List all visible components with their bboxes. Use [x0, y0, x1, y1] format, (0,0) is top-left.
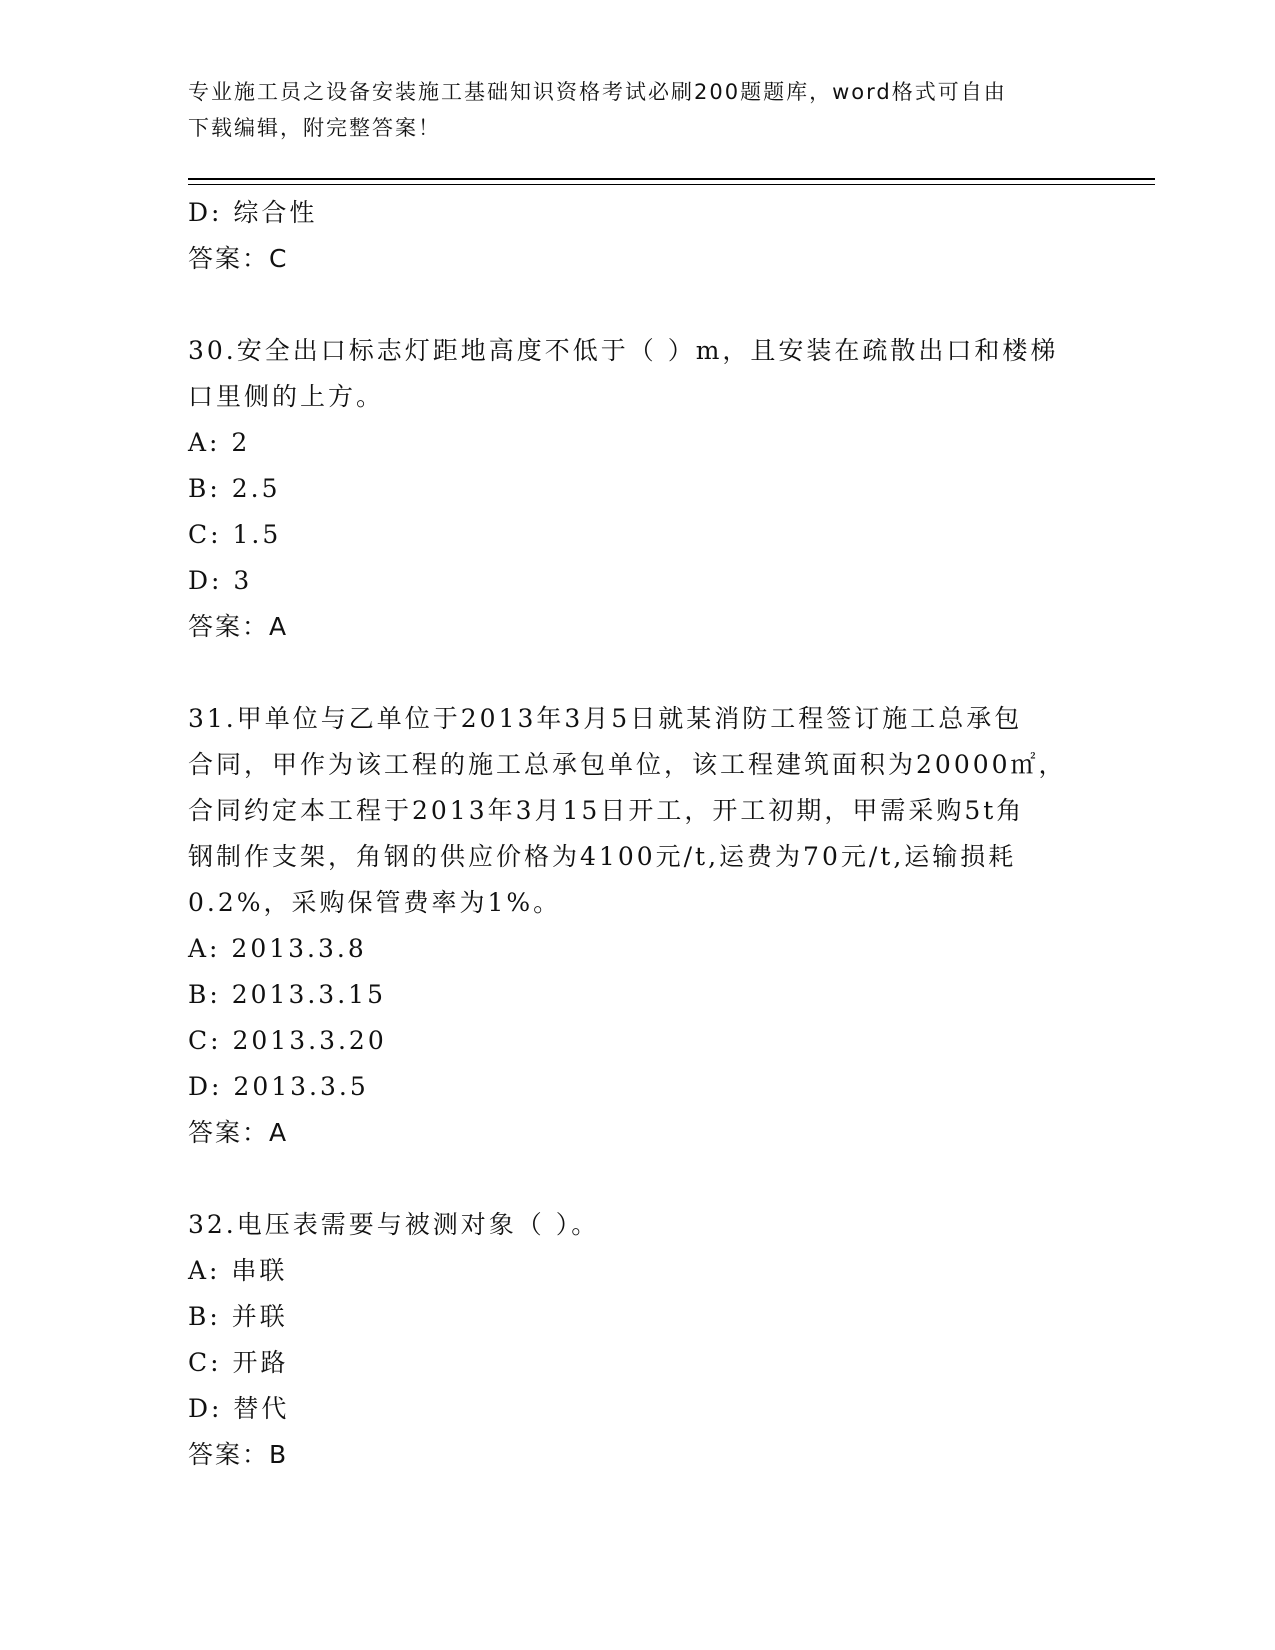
question-stem-line: 0.2%，采购保管费率为1%。 — [188, 888, 562, 917]
option-d: D: 3 — [188, 566, 253, 595]
question-32 — [188, 1202, 1088, 1478]
option-a: A: 串联 — [188, 1256, 288, 1285]
option-a: A: 2013.3.8 — [188, 934, 367, 963]
question-stem-line: 31.甲单位与乙单位于2013年3月5日就某消防工程签订施工总承包 — [188, 704, 1023, 733]
option-d: D: 替代 — [188, 1394, 290, 1423]
prev-option-d: D: 综合性 — [188, 198, 318, 227]
option-c: C: 2013.3.20 — [188, 1026, 387, 1055]
option-a: A: 2 — [188, 428, 251, 457]
question-stem-line: 合同，甲作为该工程的施工总承包单位，该工程建筑面积为20000㎡， — [188, 750, 1067, 779]
option-d: D: 2013.3.5 — [188, 1072, 369, 1101]
answer: 答案：A — [188, 1118, 289, 1147]
prev-answer: 答案：C — [188, 244, 289, 273]
header-rule — [188, 178, 1155, 180]
question-30 — [188, 328, 1088, 650]
answer: 答案：B — [188, 1440, 289, 1469]
question-list — [188, 190, 1088, 1478]
option-b: B: 并联 — [188, 1302, 288, 1331]
question-31 — [188, 696, 1088, 1156]
answer: 答案：A — [188, 612, 289, 641]
question-stem-line: 32.电压表需要与被测对象（ ）。 — [188, 1210, 600, 1239]
question-stem-line: 合同约定本工程于2013年3月15日开工，开工初期，甲需采购5t角 — [188, 796, 1025, 825]
document-header — [188, 74, 1088, 146]
header-rule-thin — [188, 184, 1155, 185]
option-c: C: 1.5 — [188, 520, 282, 549]
header-line-2: 下载编辑，附完整答案！ — [188, 116, 441, 140]
option-b: B: 2013.3.15 — [188, 980, 386, 1009]
question-stem-line: 30.安全出口标志灯距地高度不低于（ ）m，且安装在疏散出口和楼梯 — [188, 336, 1059, 365]
header-line-1: 专业施工员之设备安装施工基础知识资格考试必刷200题题库，word格式可自由 — [188, 80, 1007, 104]
question-stem-line: 口里侧的上方。 — [188, 382, 385, 411]
option-b: B: 2.5 — [188, 474, 281, 503]
question-stem-line: 钢制作支架，角钢的供应价格为4100元/t,运费为70元/t,运输损耗 — [188, 842, 1017, 871]
option-c: C: 开路 — [188, 1348, 289, 1377]
